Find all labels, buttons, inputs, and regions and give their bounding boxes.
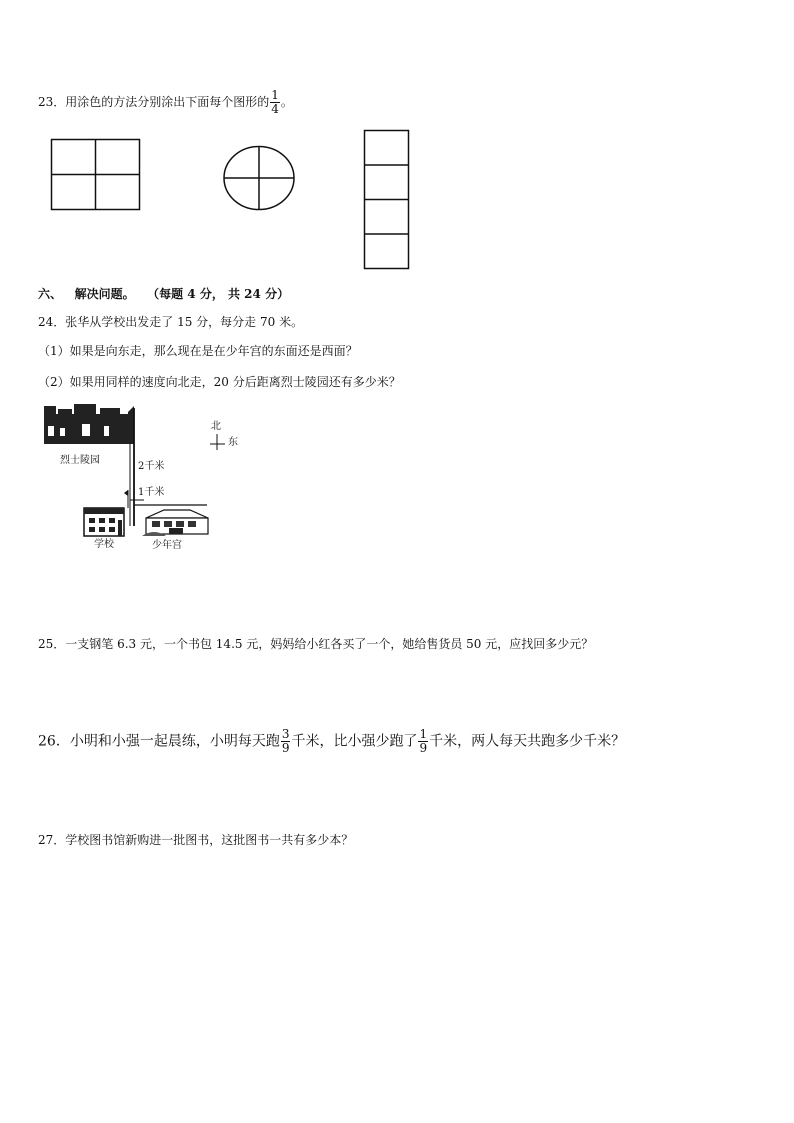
- youth-palace-illustration: [142, 510, 208, 536]
- q26-fraction-2: [418, 728, 428, 755]
- section6-label: 六、: [38, 287, 63, 301]
- park-illustration: [44, 404, 134, 444]
- q24-text: 24．张华从学校出发走了 15 分，每分走 70 米。: [38, 315, 304, 329]
- q25-text: 25．一支钢笔 6.3 元，一个书包 14.5 元，妈妈给小红各买了一个，她给售货员 50 元，应找回多少元？: [38, 637, 594, 651]
- q26-frac2-num: 1: [419, 727, 428, 741]
- q23-suffix: 。: [280, 95, 293, 109]
- school-illustration: [84, 508, 124, 536]
- q23-column-figure[interactable]: [363, 129, 411, 271]
- school-label: 学校: [94, 539, 114, 550]
- q26-line: [38, 728, 625, 755]
- q24-map: [42, 404, 257, 554]
- q23-line: [38, 89, 293, 116]
- map-drawing: [42, 404, 257, 554]
- dist-1km-label: 1千米: [138, 487, 165, 498]
- q26-part2: 千米，比小强少跑了: [291, 733, 418, 750]
- q23-fraction: [270, 89, 280, 116]
- q26-part3: 千米，两人每天共跑多少千米？: [429, 733, 626, 750]
- q23-frac-num: 1: [271, 88, 279, 102]
- section6-title: 解决问题。: [74, 287, 135, 301]
- section6-score: （每题 4 分， 共 24 分）: [147, 287, 290, 301]
- q26-frac2-den: 9: [419, 741, 428, 755]
- q24-sub1: （1）如果是向东走，那么现在是在少年宫的东面还是西面？: [38, 344, 358, 358]
- section6-heading: [38, 288, 289, 300]
- compass-north-label: 北: [211, 421, 221, 432]
- q26-fraction-1: [281, 728, 291, 755]
- q23-prefix: 23．用涂色的方法分别涂出下面每个图形的: [38, 95, 270, 109]
- dist-2km-label: 2千米: [138, 461, 165, 472]
- q24-sub2: （2）如果用同样的速度向北走，20 分后距离烈士陵园还有多少米？: [38, 375, 401, 389]
- q26-frac1-den: 9: [281, 741, 290, 755]
- q23-rectangle-figure[interactable]: [50, 138, 142, 212]
- q27-text: 27．学校图书馆新购进一批图书，这批图书一共有多少本？: [38, 833, 354, 847]
- youth-palace-label: 少年宫: [152, 540, 182, 551]
- q23-circle-figure[interactable]: [222, 145, 296, 211]
- q26-part1: 26．小明和小强一起晨练，小明每天跑: [38, 733, 280, 750]
- q26-frac1-num: 3: [281, 727, 290, 741]
- park-label: 烈士陵园: [60, 455, 100, 466]
- compass-east-label: 东: [228, 437, 238, 448]
- q23-frac-den: 4: [271, 102, 279, 116]
